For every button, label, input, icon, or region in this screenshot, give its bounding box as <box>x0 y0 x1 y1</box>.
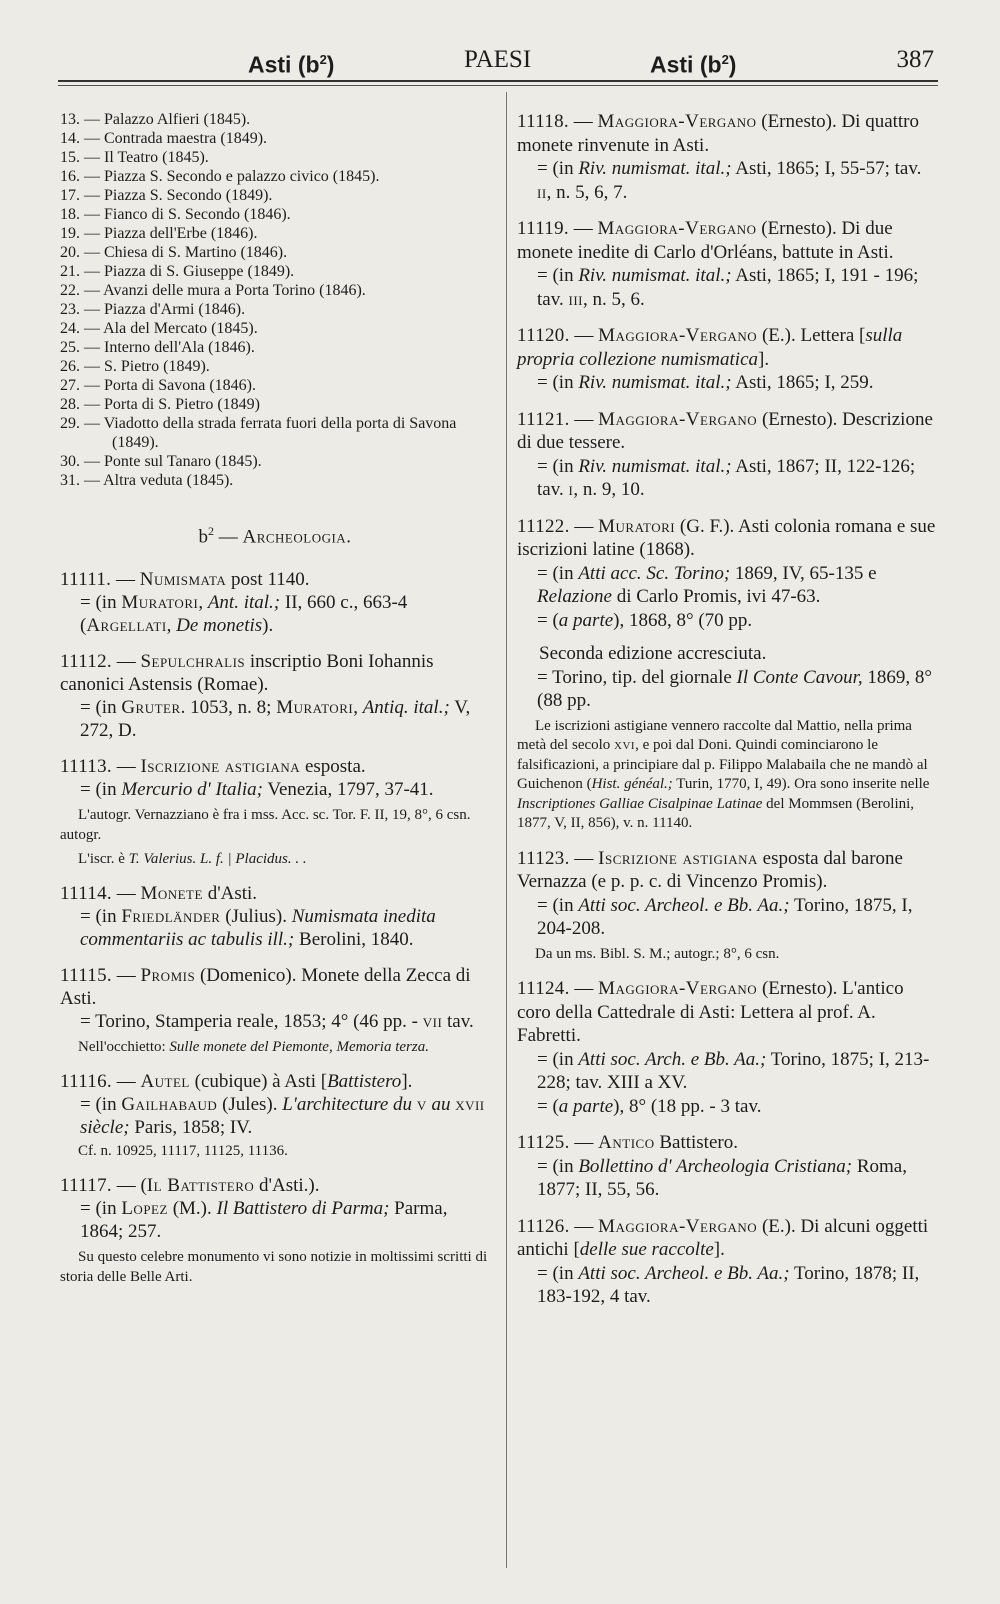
text-run: , e poi dal Doni. Quindi cominciarono le falsificazioni, a principiare dal p. Filippo Malabaila che ne mandò al Guichenon ( <box>517 737 928 792</box>
text-run: Torino, 1875, I, 204-208. <box>537 894 913 939</box>
text-run: (Julius). <box>220 906 292 928</box>
text-run: Torino, 1875; I, 213-228; tav. XIII a XV. <box>537 1048 930 1093</box>
plate-item: 31. — Altra veduta (1845). <box>60 472 234 489</box>
text-run: — ( <box>111 1175 147 1197</box>
text-run: Roma, 1877; II, 55, 56. <box>537 1155 907 1200</box>
text-run: = (in <box>80 1198 122 1220</box>
plate-item: 29. — Viadotto della strada ferrata fuori della porta di Savona (1849). <box>60 415 457 451</box>
bibliography-entry <box>517 217 937 311</box>
entries-left <box>60 568 490 1287</box>
entry-heading <box>60 650 490 696</box>
bibliography-entry <box>517 324 937 395</box>
text-run: = (in <box>537 894 579 916</box>
text-run: Numismata inedita commentariis ac tabulis ill.; <box>80 906 436 951</box>
text-run: De monetis <box>176 615 263 637</box>
text-run: . 1053, n. 8; <box>180 697 277 719</box>
entry-heading <box>517 217 937 264</box>
text-run: ), 8° (18 pp. - 3 tav. <box>613 1095 762 1117</box>
text-run: , n. 5, 6, 7. <box>546 181 628 203</box>
entry-number: 11123. <box>517 847 570 869</box>
text-run: = ( <box>537 1095 559 1117</box>
text-run: L'architecture du <box>282 1094 417 1116</box>
entry-heading <box>517 515 937 562</box>
entry-citation <box>517 1048 937 1095</box>
entry-heading <box>517 324 937 371</box>
text-run: , n. 5, 6. <box>582 288 645 310</box>
text-run: (Domenico). Monete della Zecca di Asti. <box>60 965 471 1010</box>
header-right-title: Asti $(b^2)$ <box>650 51 737 78</box>
entry-number: 11122. <box>517 515 570 537</box>
text-run: inscriptio Boni Iohannis canonici Astensis (Romae). <box>60 651 434 696</box>
bibliography-entry <box>517 110 937 204</box>
text-run: (E.). Di alcuni oggetti antichi [ <box>517 1215 929 1260</box>
text-run: Muratori <box>276 697 354 719</box>
text-run: d'Asti.). <box>254 1175 320 1197</box>
text-run: Mercurio d' Italia; <box>121 779 263 801</box>
bibliography-entry <box>60 1070 490 1161</box>
text-run: 1869, 8° (88 pp. <box>537 666 933 711</box>
header-rule-thin <box>58 85 938 86</box>
entry-heading <box>60 882 490 905</box>
plate-item: 19. — Piazza dell'Erbe (1846). <box>60 225 258 242</box>
text-run: = (in <box>537 372 579 393</box>
text-run: Sulle monete del Piemonte, Memoria terza. <box>169 1039 429 1056</box>
text-run: = (in <box>537 158 579 179</box>
entry-number: 11118. <box>517 111 569 132</box>
plate-item: 22. — Avanzi delle mura a Porta Torino (1846). <box>60 282 366 299</box>
plate-item: 18. — Fianco di S. Secondo (1846). <box>60 206 291 223</box>
text-run: Da un ms. Bibl. S. M.; autogr.; 8°, 6 csn. <box>535 945 780 962</box>
text-run: Gruter <box>121 697 181 719</box>
entry-citation <box>60 1197 490 1243</box>
text-run: Maggiora-Vergano <box>598 978 758 999</box>
bibliography-entry <box>517 1131 937 1202</box>
entries-right <box>517 110 937 1309</box>
text-run: T. Valerius. L. f. | Placidus. . . <box>128 851 307 868</box>
entry-citation <box>517 455 937 502</box>
section-title: $b^2$ — Archeologia. <box>198 524 352 548</box>
entry-citation <box>60 905 490 951</box>
text-run: siècle; <box>80 1117 130 1139</box>
text-run: Monete <box>140 883 203 905</box>
entry-number: 11115. <box>60 965 112 987</box>
text-run: ), 1868, 8° (70 pp. <box>613 609 753 631</box>
plate-item: 20. — Chiesa di S. Martino (1846). <box>60 244 288 261</box>
entry-citation <box>517 562 937 609</box>
entry-citation <box>60 696 490 742</box>
entry-citation <box>517 894 937 941</box>
bibliography-entry <box>60 1174 490 1287</box>
entry-heading <box>517 408 937 455</box>
entry-heading <box>517 977 937 1048</box>
text-run: di Carlo Promis, ivi 47-63. <box>611 586 821 607</box>
plate-item: 23. — Piazza d'Armi (1846). <box>60 301 246 318</box>
entry-note <box>517 717 937 834</box>
text-run: Antico <box>598 1132 655 1153</box>
entry-citation <box>517 666 937 713</box>
text-run: Battistero <box>327 1071 402 1093</box>
text-run: Seconda edizione accresciuta. <box>539 643 767 664</box>
entry-note <box>60 1247 490 1287</box>
text-run: — <box>569 408 599 430</box>
column-divider <box>506 92 507 1568</box>
text-run: Il Battistero <box>146 1175 255 1197</box>
plate-item: 24. — Ala del Mercato (1845). <box>60 320 258 337</box>
text-run: Promis <box>140 965 196 987</box>
plate-item: 25. — Interno dell'Ala (1846). <box>60 339 255 356</box>
text-run: (Ernesto). L'antico coro della Cattedrale di Asti: Lettera al prof. A. Fabretti. <box>517 978 904 1046</box>
text-run: II, 660 c., 663-4 ( <box>80 592 408 637</box>
entry-citation <box>517 1155 937 1202</box>
entry-citation <box>517 1095 937 1119</box>
text-run: Gailhabaud <box>121 1094 218 1116</box>
bibliography-entry <box>517 408 937 502</box>
entry-citation <box>517 157 937 204</box>
text-run: Inscriptiones Galliae Cisalpinae Latinae <box>517 795 763 812</box>
plate-item: 27. — Porta di Savona (1846). <box>60 377 256 394</box>
text-run: , <box>198 592 208 614</box>
text-run: , <box>353 697 363 719</box>
text-run: Muratori <box>121 592 199 614</box>
entry-number: 11126. <box>517 1215 570 1237</box>
plate-item: 26. — S. Pietro (1849). <box>60 358 210 375</box>
plate-item: 14. — Contrada maestra (1849). <box>60 130 268 147</box>
text-run: Maggiora-Vergano <box>598 408 758 430</box>
text-run: Iscrizione astigiana <box>598 847 758 869</box>
text-run: Parma, 1864; 257. <box>80 1198 448 1243</box>
text-run: Nell'occhietto: <box>78 1039 170 1056</box>
text-run: Riv. numismat. ital.; <box>578 372 732 393</box>
text-run: — <box>111 883 141 905</box>
text-run: — <box>569 978 599 999</box>
bibliography-entry <box>517 977 937 1118</box>
text-run: Le iscrizioni astigiane vennero raccolte dal Mattio, nella prima metà del secolo <box>517 717 912 753</box>
text-run: Sepulchralis <box>140 651 246 673</box>
text-run: Venezia, 1797, 37-41. <box>262 779 434 801</box>
text-run: Iscrizione astigiana <box>140 756 301 778</box>
plate-item: 21. — Piazza di S. Giuseppe (1849). <box>60 263 295 280</box>
entry-heading <box>517 847 937 894</box>
text-run: — <box>111 965 141 987</box>
text-run: Maggiora-Vergano <box>597 218 757 239</box>
text-run: Atti soc. Archeol. e Bb. Aa.; <box>578 1262 790 1284</box>
entry-citation <box>517 371 937 395</box>
text-run: Torino, 1878; II, 183-192, 4 tav. <box>537 1262 920 1307</box>
text-run: — <box>111 651 141 673</box>
text-run: Riv. numismat. ital.; <box>578 455 732 477</box>
text-run: , n. 9, 10. <box>573 479 645 500</box>
entry-citation <box>60 1010 490 1033</box>
text-run: post 1140. <box>226 569 310 591</box>
entry-number: 11114. <box>60 883 112 905</box>
header-rule <box>58 80 938 82</box>
text-run: ]. <box>758 348 770 370</box>
text-run: (Ernesto). Descrizione di due tessere. <box>517 408 933 453</box>
text-run: Riv. numismat. ital.; <box>578 265 732 286</box>
text-run: Autel <box>140 1071 190 1093</box>
plate-list <box>60 110 490 490</box>
text-run: Lopez <box>121 1198 168 1220</box>
text-run: (E.). Lettera [ <box>757 325 866 346</box>
entry-note <box>517 945 937 965</box>
text-run: — <box>111 756 141 778</box>
bibliography-entry <box>517 847 937 965</box>
text-run: Il Conte Cavour, <box>736 666 863 688</box>
header-left-title: Asti $(b^2)$ <box>248 51 335 78</box>
text-run: 1869, IV, 65-135 e <box>730 562 877 584</box>
text-run: — <box>569 515 599 537</box>
text-run: Atti soc. Arch. e Bb. Aa.; <box>578 1048 767 1070</box>
text-run: = (in <box>80 779 122 801</box>
entry-number: 11116. <box>60 1071 112 1093</box>
text-run: Il Battistero di Parma; <box>216 1198 390 1220</box>
entry-cross-reference: Cf. n. 10925, 11117, 11125, 11136. <box>78 1143 288 1160</box>
entry-number: 11112. <box>60 651 112 673</box>
left-column <box>60 110 490 1300</box>
text-run: Berolini, 1840. <box>294 929 414 951</box>
entry-heading <box>517 110 937 157</box>
bibliography-entry <box>517 1215 937 1309</box>
text-run: — <box>111 1071 141 1093</box>
entry-number: 11117. <box>60 1175 112 1197</box>
text-run: Muratori <box>598 515 676 537</box>
text-run: (Ernesto). Di quattro monete rinvenute in Asti. <box>517 111 920 156</box>
text-run: esposta. <box>300 756 366 778</box>
text-run: — <box>568 218 598 239</box>
text-run: — <box>569 325 599 346</box>
text-run: L'autogr. Vernazziano è fra i mss. Acc. sc. Tor. F. II, 19, 8°, 6 csn. autogr. <box>60 807 471 844</box>
text-run: (G. F.). Asti colonia romana e sue iscrizioni latine (1868). <box>517 515 936 560</box>
entry-heading <box>517 1215 937 1262</box>
text-run: esposta dal barone Vernazza (e p. p. c. di Vincenzo Promis). <box>517 847 903 892</box>
entry-note <box>60 1037 490 1057</box>
entry-heading <box>60 568 490 591</box>
text-run: a parte <box>558 609 614 631</box>
text-run: tav. <box>442 1011 474 1033</box>
text-run: Antiq. ital.; <box>362 697 450 719</box>
text-run: Asti, 1865; I, 259. <box>731 372 874 393</box>
right-column <box>517 110 937 1322</box>
text-run: Su questo celebre monumento vi sono notizie in moltissimi scritti di storia delle Belle Arti. <box>60 1249 488 1286</box>
text-run: d'Asti. <box>202 883 258 905</box>
running-header <box>60 40 934 80</box>
bibliography-entry <box>60 650 490 742</box>
entry-number: 11113. <box>60 756 112 778</box>
entry-number: 11111. <box>60 569 112 591</box>
text-run: — <box>569 847 599 869</box>
text-run: Ant. ital.; <box>207 592 281 614</box>
bibliography-entry <box>60 964 490 1057</box>
text-run: xvi <box>614 737 636 753</box>
entry-heading <box>517 1131 937 1155</box>
text-run: — <box>569 1132 599 1153</box>
text-run: Battistero. <box>654 1132 738 1153</box>
bibliography-entry <box>517 515 937 834</box>
text-run: = (in <box>80 906 122 928</box>
text-run: ). <box>262 615 274 637</box>
plate-item: 15. — Il Teatro (1845). <box>60 149 209 166</box>
entry-citation <box>60 1093 490 1139</box>
text-run: Argellati <box>86 615 167 637</box>
text-run: Maggiora-Vergano <box>598 1215 758 1237</box>
text-run: = (in <box>537 1048 579 1070</box>
entry-note <box>60 805 490 845</box>
bibliography-entry <box>60 568 490 637</box>
text-run: Friedländer <box>121 906 221 928</box>
text-run: (cubique) à Asti [ <box>189 1071 328 1093</box>
text-run: Hist. généal.; <box>591 776 673 792</box>
text-run: delle sue raccolte <box>579 1239 714 1260</box>
text-run: Atti acc. Sc. Torino; <box>578 562 731 584</box>
page-number: 387 <box>896 46 934 73</box>
entry-number: 11120. <box>517 325 570 346</box>
text-run: (Ernesto). Di due monete inedite di Carlo d'Orléans, battute in Asti. <box>517 218 894 263</box>
text-run: = (in <box>80 592 122 614</box>
text-run: = Torino, tip. del giornale <box>537 666 737 688</box>
plate-item: 30. — Ponte sul Tanaro (1845). <box>60 453 262 470</box>
entry-heading <box>60 1070 490 1093</box>
entry-citation <box>517 609 937 633</box>
text-run: Turin, 1770, I, 49). Ora sono inserite nelle <box>672 776 930 792</box>
text-run: = Torino, Stamperia reale, 1853; 4° (46 pp. - <box>80 1011 423 1033</box>
text-run: del Mommsen (Berolini, 1877, V, II, 856), v. n. 11140. <box>517 795 915 831</box>
text-run: ]. <box>713 1239 725 1260</box>
text-run: Bollettino d' Archeologia Cristiana; <box>578 1155 853 1177</box>
text-run: Numismata <box>139 569 227 591</box>
text-run: Asti, 1865; I, 55-57; tav. <box>731 158 922 179</box>
text-run: v <box>416 1094 427 1116</box>
entry-heading <box>60 964 490 1010</box>
text-run: au <box>426 1094 456 1116</box>
entry-heading <box>60 755 490 778</box>
text-run: Maggiora-Vergano <box>597 111 757 132</box>
text-run: (M.). <box>167 1198 217 1220</box>
plate-item: 16. — Piazza S. Secondo e palazzo civico (1845). <box>60 168 380 185</box>
entry-heading <box>60 1174 490 1197</box>
text-run: vii <box>422 1011 443 1033</box>
text-run: Riv. numismat. ital.; <box>578 158 732 179</box>
bibliography-entry <box>60 755 490 869</box>
text-run: Asti, 1865; I, 191 - 196; tav. <box>537 265 919 310</box>
text-run: = (in <box>537 562 579 584</box>
text-run: Maggiora-Vergano <box>598 325 758 346</box>
header-center-title: PAESI <box>464 46 532 73</box>
entry-citation <box>517 1262 937 1309</box>
text-run: xvii <box>455 1094 485 1116</box>
text-run: sulla propria collezione numismatica <box>517 325 903 370</box>
entry-number: 11119. <box>517 218 569 239</box>
text-run: = (in <box>537 1262 579 1284</box>
text-run: — <box>569 1215 599 1237</box>
entry-citation <box>517 264 937 311</box>
entry-number: 11121. <box>517 408 570 430</box>
entry-number: 11124. <box>517 978 570 999</box>
text-run: , <box>166 615 177 637</box>
entry-note <box>60 849 490 869</box>
plate-item: 28. — Porta di S. Pietro (1849) <box>60 396 260 413</box>
text-run: iii <box>568 288 583 310</box>
text-run: ]. <box>401 1071 413 1093</box>
text-run: (Jules). <box>217 1094 283 1116</box>
text-run: V, 272, D. <box>80 697 471 742</box>
text-run: Relazione <box>537 586 612 607</box>
bibliography-entry <box>60 882 490 951</box>
plate-item: 17. — Piazza S. Secondo (1849). <box>60 187 273 204</box>
text-run: = (in <box>537 265 579 286</box>
text-run: Paris, 1858; IV. <box>129 1117 253 1139</box>
text-run: = (in <box>80 1094 122 1116</box>
entry-number: 11125. <box>517 1132 570 1153</box>
entry-citation <box>60 591 490 637</box>
entry-remark <box>517 642 937 666</box>
text-run: = ( <box>537 609 559 631</box>
text-run: — <box>111 569 140 591</box>
text-run: a parte <box>558 1095 614 1117</box>
text-run: = (in <box>537 455 579 477</box>
text-run: = (in <box>537 1155 579 1177</box>
text-run: Atti soc. Archeol. e Bb. Aa.; <box>578 894 790 916</box>
entry-citation <box>60 778 490 801</box>
text-run: = (in <box>80 697 122 719</box>
text-run: — <box>568 111 598 132</box>
text-run: Asti, 1867; II, 122-126; tav. <box>537 455 916 500</box>
plate-item: 13. — Palazzo Alfieri (1845). <box>60 111 251 128</box>
text-run: L'iscr. è <box>78 851 129 868</box>
text-run: ii <box>537 181 547 203</box>
text-run: i <box>568 479 574 500</box>
